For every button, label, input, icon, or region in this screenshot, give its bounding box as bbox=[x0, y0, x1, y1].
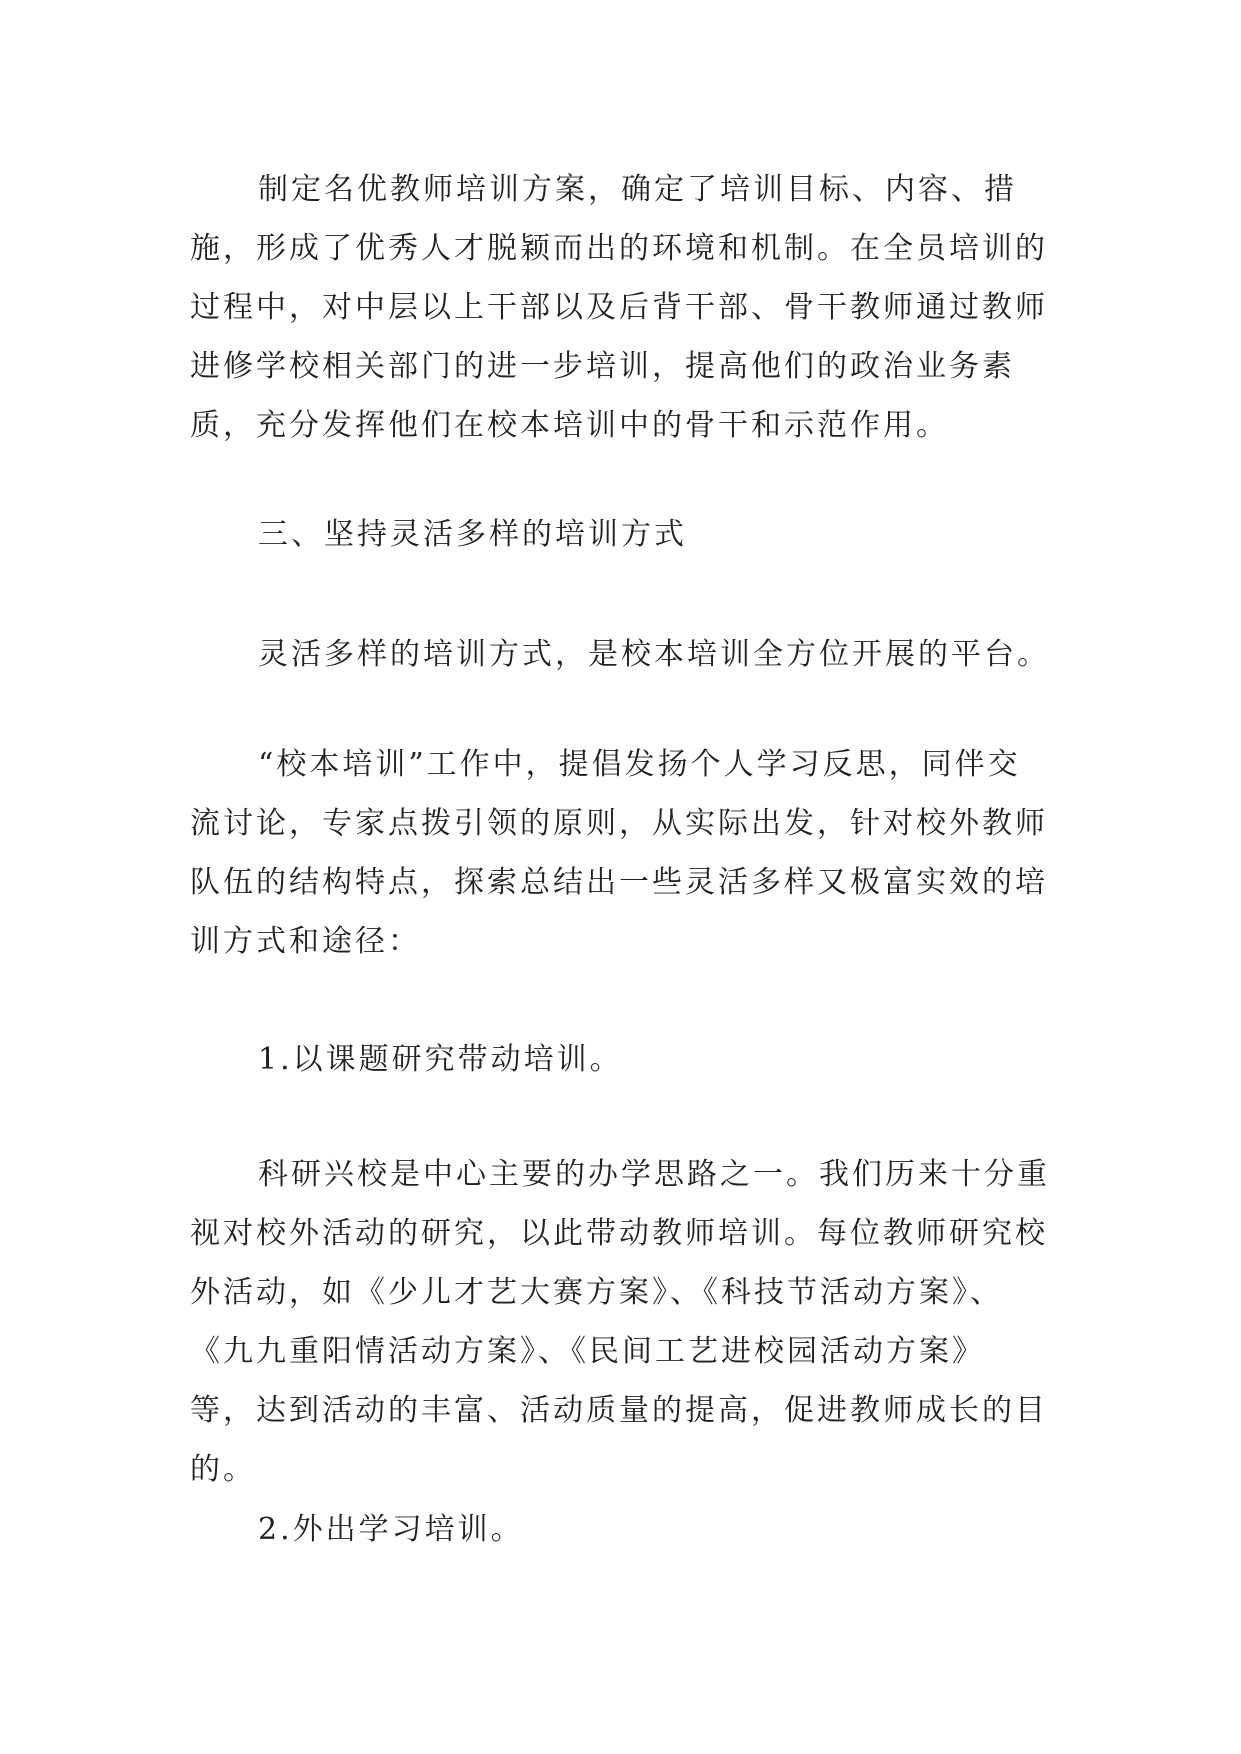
paragraph-training-plan: 制定名优教师培训方案，确定了培训目标、内容、措施，形成了优秀人才脱颖而出的环境和机制。在全员培训的过程中，对中层以上干部以及后背干部、骨干教师通过教师进修学校相关部门的进一步培训，提高他们的政治业务素质，充分发挥他们在校本培训中的骨干和示范作用。 bbox=[190, 172, 1048, 443]
paragraph-research-school: 科研兴校是中心主要的办学思路之一。我们历来十分重视对校外活动的研究，以此带动教师培训。每位教师研究校外活动，如《少儿才艺大赛方案》、《科技节活动方案》、《九九重阳情活动方案》、《民间工艺进校园活动方案》等，达到活动的丰富、活动质量的提高，促进教师成长的目的。 bbox=[190, 1157, 1050, 1487]
subheading-research-driven-training: 1.以课题研究带动培训。 bbox=[258, 1042, 623, 1077]
paragraph-flexible-methods: 灵活多样的培训方式，是校本培训全方位开展的平台。 bbox=[258, 637, 1050, 672]
subheading-external-training: 2.外出学习培训。 bbox=[258, 1512, 524, 1547]
paragraph-school-based-training: “校本培训”工作中，提倡发扬个人学习反思，同伴交流讨论，专家点拨引领的原则，从实际出发，针对校外教师队伍的结构特点，探索总结出一些灵活多样又极富实效的培训方式和途径： bbox=[190, 747, 1048, 959]
section-heading-training-methods: 三、坚持灵活多样的培训方式 bbox=[258, 517, 687, 552]
